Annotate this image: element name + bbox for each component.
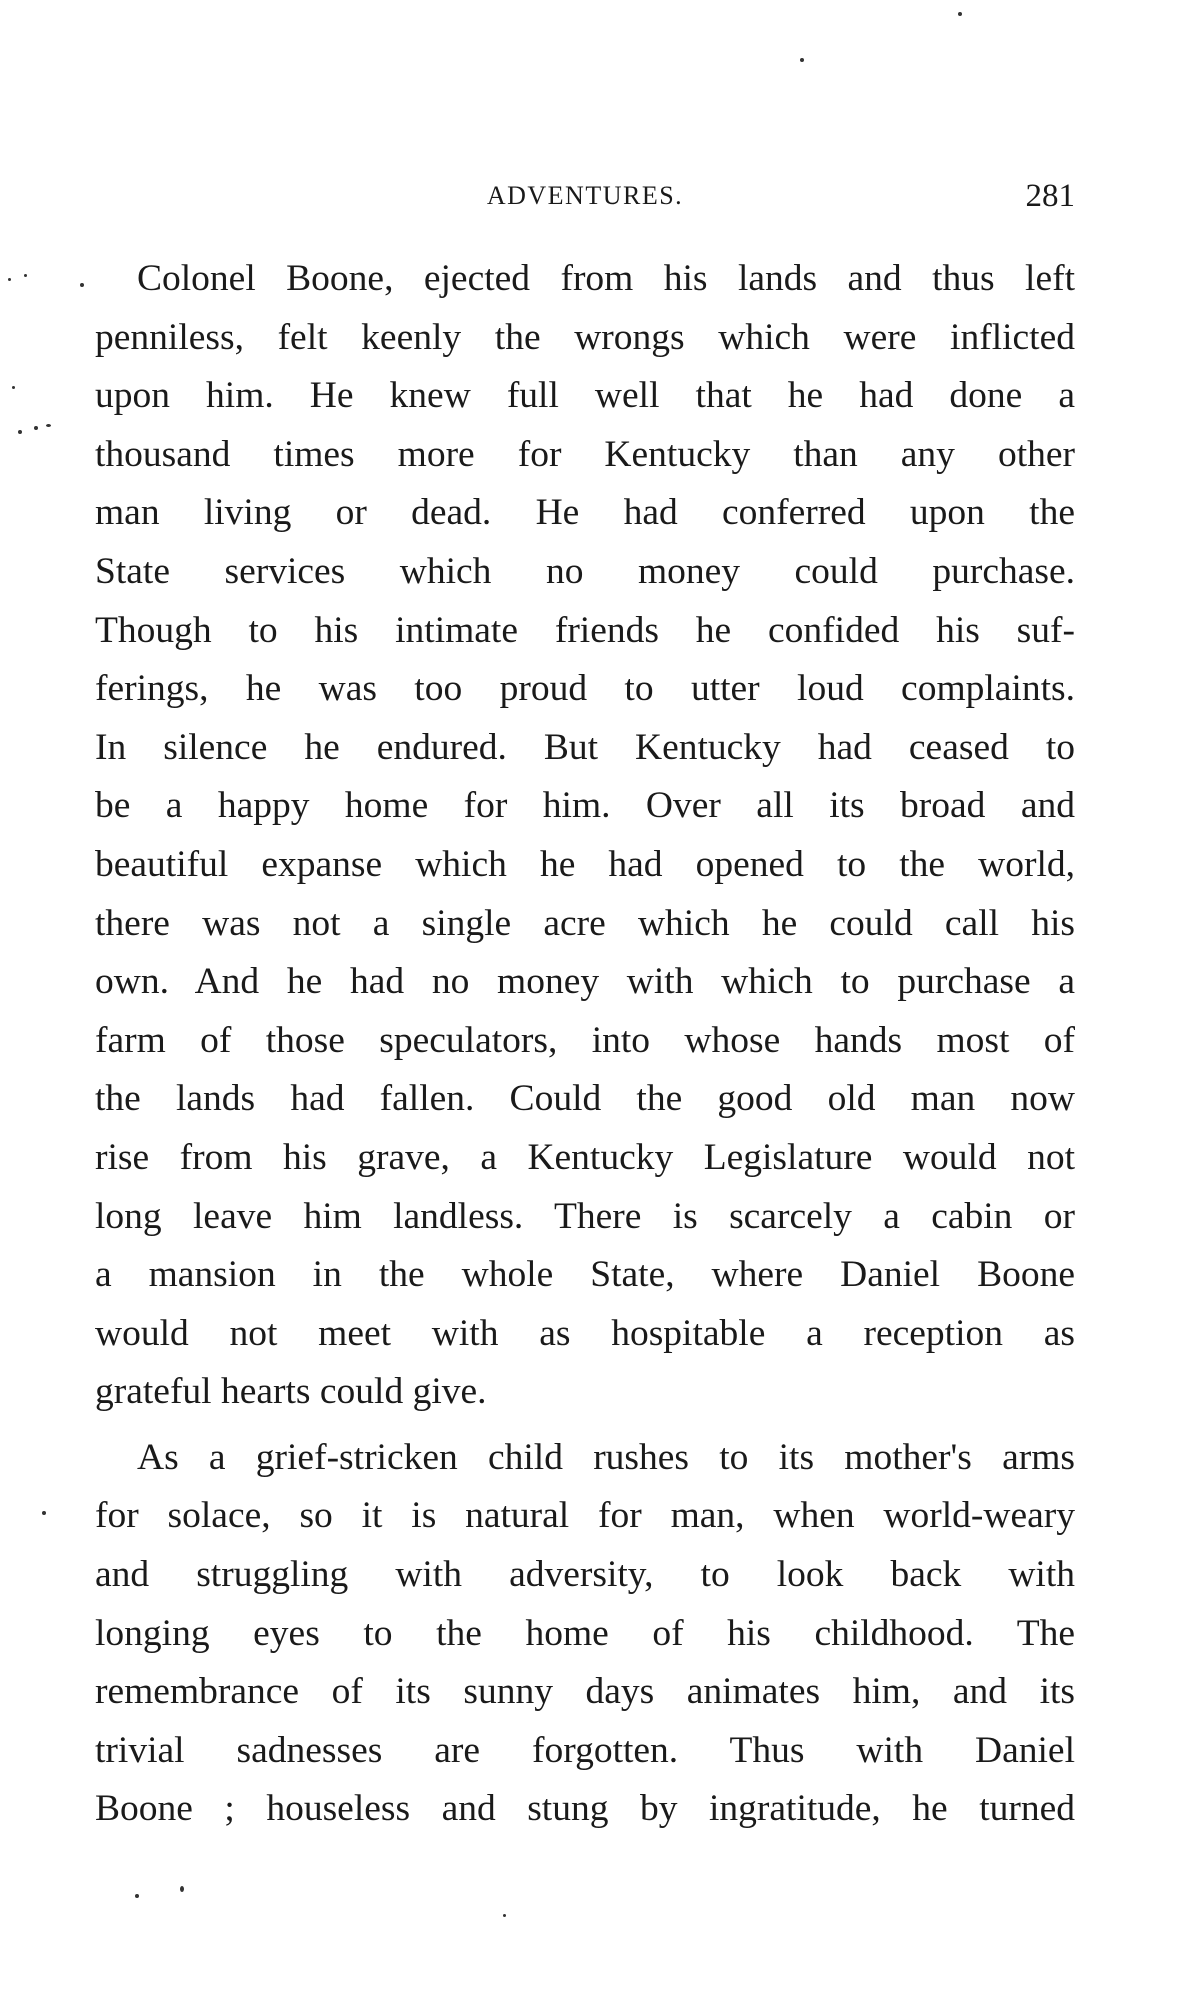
text-line: thousand times more for Kentucky than any other — [95, 433, 1075, 475]
scan-speck — [80, 283, 84, 287]
text-line: longing eyes to the home of his childhood. The — [95, 1612, 1075, 1654]
text-line: trivial sadnesses are forgotten. Thus with Daniel — [95, 1729, 1075, 1771]
body-text — [95, 250, 1075, 1839]
text-line: own. And he had no money with which to purchase a — [95, 961, 1075, 1003]
text-line: remembrance of its sunny days animates him, and its — [95, 1671, 1075, 1713]
scan-speck — [800, 58, 804, 62]
scan-speck — [8, 278, 11, 281]
scan-speck — [42, 1511, 46, 1515]
scan-speck — [46, 424, 51, 427]
text-line: Colonel Boone, ejected from his lands and thus left — [137, 258, 1075, 299]
paragraph — [95, 1429, 1075, 1839]
running-head: ADVENTURES. — [486, 181, 684, 210]
text-line: farm of those speculators, into whose hands most of — [95, 1019, 1075, 1061]
text-line: ferings, he was too proud to utter loud complaints. — [95, 668, 1075, 710]
text-line: penniless, felt keenly the wrongs which were inflicted — [95, 316, 1075, 358]
page-number: 281 — [1025, 178, 1075, 214]
page-header — [95, 176, 1075, 216]
text-line: there was not a single acre which he could call his — [95, 902, 1075, 944]
text-line: rise from his grave, a Kentucky Legislature would not — [95, 1136, 1075, 1178]
text-line: the lands had fallen. Could the good old man now — [95, 1078, 1075, 1120]
text-line: and struggling with adversity, to look back with — [95, 1554, 1075, 1596]
scan-speck — [958, 12, 962, 16]
scan-speck — [18, 430, 22, 434]
text-line: Though to his intimate friends he confided his suf- — [95, 609, 1075, 651]
scan-speck — [34, 426, 38, 430]
scan-speck — [135, 1894, 139, 1898]
text-line: man living or dead. He had conferred upon the — [95, 492, 1075, 534]
paragraph — [95, 250, 1075, 1422]
text-line: In silence he endured. But Kentucky had ceased to — [95, 726, 1075, 768]
scan-speck — [24, 274, 27, 277]
text-line: grateful hearts could give. — [95, 1371, 487, 1413]
text-line: State services which no money could purchase. — [95, 550, 1075, 592]
scan-speck — [12, 386, 15, 389]
text-line: As a grief-stricken child rushes to its mother's arms — [137, 1436, 1075, 1478]
text-line: be a happy home for him. Over all its broad and — [95, 785, 1075, 827]
text-line: a mansion in the whole State, where Daniel Boone — [95, 1254, 1075, 1296]
text-line: for solace, so it is natural for man, when world-weary — [95, 1495, 1075, 1537]
text-line: upon him. He knew full well that he had done a — [95, 375, 1075, 417]
scan-speck — [503, 1914, 506, 1917]
paragraph-gap — [95, 1422, 1075, 1429]
text-line: long leave him landless. There is scarcely a cabin or — [95, 1195, 1075, 1237]
text-line: would not meet with as hospitable a reception as — [95, 1312, 1075, 1354]
scan-speck — [180, 1886, 184, 1892]
text-line: beautiful expanse which he had opened to the world, — [95, 843, 1075, 885]
text-line: Boone ; houseless and stung by ingratitude, he turned — [95, 1788, 1075, 1830]
